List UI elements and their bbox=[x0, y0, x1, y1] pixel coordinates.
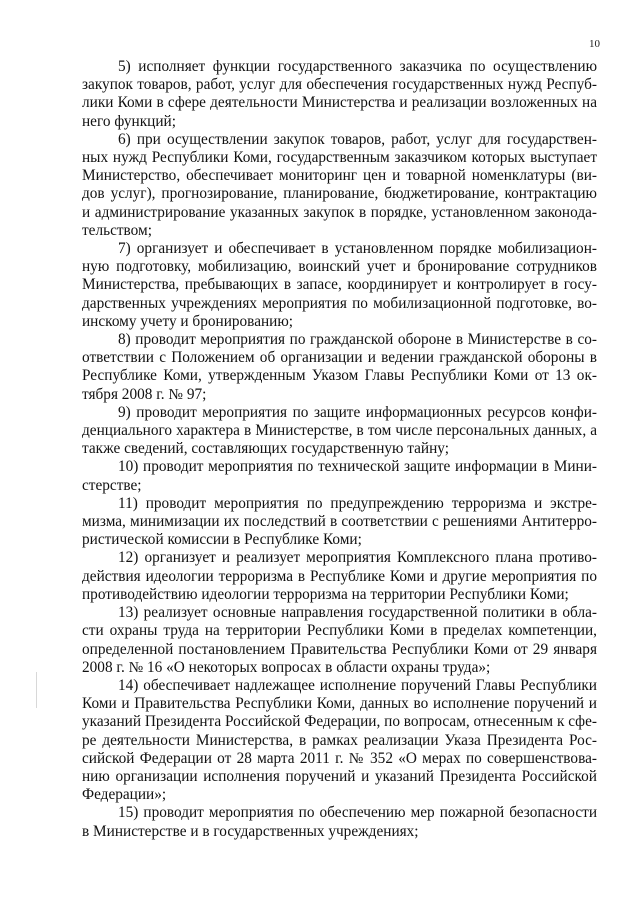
paragraph-item-13: 13) реализует основные направления государственной политики в области охраны труда на территории Республики Коми в пределах компетенции, определенной постановлением Правительства Республики Коми от 29 января 2008 г. № 16 «О некоторых вопросах в области охраны труда»; bbox=[82, 604, 597, 676]
paragraph-item-15: 15) проводит мероприятия по обеспечению мер пожарной безопасности в Министерстве и в государственных учреждениях; bbox=[82, 804, 597, 840]
page-number: 10 bbox=[589, 38, 600, 50]
document-body bbox=[82, 58, 597, 841]
paragraph-item-11: 11) проводит мероприятия по предупреждению терроризма и экстремизма, минимизации их последствий в соответствии с решениями Антитеррористической комиссии в Республике Коми; bbox=[82, 494, 597, 549]
paragraph-item-14: 14) обеспечивает надлежащее исполнение поручений Главы Республики Коми и Правительства Республики Коми, данных во исполнение поручений и указаний Президента Российской Федерации, по вопросам, отнесенным к сфере деятельности Министерства, в рамках реализации Указа Президента Российской Федерации от 28 марта 2011 г. № 352 «О мерах по совершенствованию организации исполнения поручений и указаний Президента Российской Федерации»; bbox=[82, 676, 597, 804]
paragraph-item-10: 10) проводит мероприятия по технической защите информации в Министерстве; bbox=[82, 458, 597, 494]
paragraph-item-9: 9) проводит мероприятия по защите информационных ресурсов конфиденциального характера в Министерстве, в том числе персональных данных, а также сведений, составляющих государственную тайну; bbox=[82, 403, 597, 458]
paragraph-item-8: 8) проводит мероприятия по гражданской обороне в Министерстве в соответствии с Положением об организации и ведении гражданской обороны в Республике Коми, утвержденным Указом Главы Республики Коми от 13 октября 2008 г. № 97; bbox=[82, 331, 597, 403]
paragraph-item-12: 12) организует и реализует мероприятия Комплексного плана противодействия идеологии терроризма в Республике Коми и другие мероприятия по противодействию идеологии терроризма на территории Республики Коми; bbox=[82, 549, 597, 603]
paragraph-item-7: 7) организует и обеспечивает в установленном порядке мобилизационную подготовку, мобилизацию, воинский учет и бронирование сотрудников Министерства, пребывающих в запасе, координирует и контролирует в государственных учреждениях мероприятия по мобилизационной подготовке, воинскому учету и бронированию; bbox=[82, 240, 597, 330]
paragraph-item-6: 6) при осуществлении закупок товаров, работ, услуг для государственных нужд Республики Коми, государственным заказчиком которых выступает Министерство, обеспечивает мониторинг цен и товарной номенклатуры (видов услуг), прогнозирование, планирование, бюджетирование, контрактацию и администрирование указанных закупок в порядке, установленном законодательством; bbox=[82, 130, 597, 239]
paragraph-item-5: 5) исполняет функции государственного заказчика по осуществлению закупок товаров, работ, услуг для обеспечения государственных нужд Республики Коми в сфере деятельности Министерства и реализации возложенных на него функций; bbox=[82, 58, 597, 130]
margin-mark bbox=[36, 672, 37, 708]
